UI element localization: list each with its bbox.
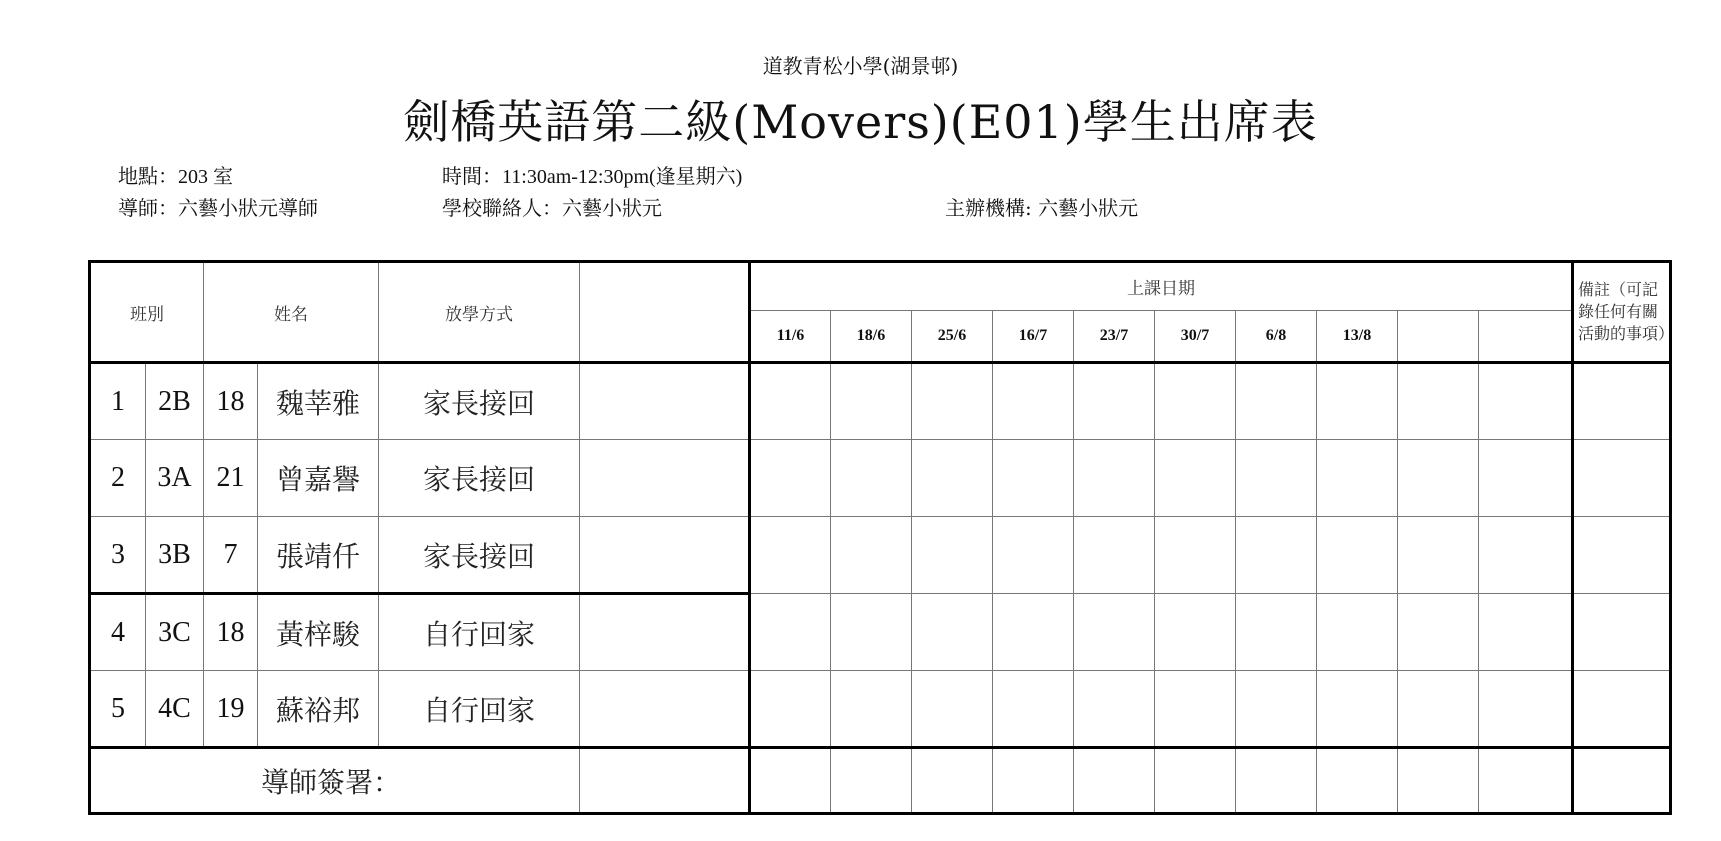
student-dismissal: 自行回家	[379, 671, 580, 748]
attendance-cell[interactable]	[831, 440, 912, 517]
attendance-cell[interactable]	[1155, 440, 1236, 517]
date-header: 18/6	[831, 311, 912, 363]
attendance-cell[interactable]	[1317, 363, 1398, 440]
attendance-cell[interactable]	[1236, 594, 1317, 671]
student-class-number: 19	[204, 671, 258, 748]
location-label: 地點：	[118, 164, 178, 188]
time-value: 11:30am-12:30pm(逢星期六)	[502, 166, 743, 188]
remarks-cell[interactable]	[1573, 594, 1671, 671]
attendance-cell[interactable]	[1155, 363, 1236, 440]
attendance-cell[interactable]	[1074, 671, 1155, 748]
signature-row	[90, 748, 1671, 814]
attendance-cell[interactable]	[1155, 517, 1236, 594]
attendance-cell[interactable]	[1155, 671, 1236, 748]
attendance-cell[interactable]	[1236, 517, 1317, 594]
row-number: 4	[90, 594, 146, 671]
attendance-cell[interactable]	[912, 440, 993, 517]
attendance-cell[interactable]	[912, 363, 993, 440]
signature-cell[interactable]	[1074, 748, 1155, 814]
attendance-cell[interactable]	[1479, 594, 1573, 671]
attendance-cell[interactable]	[1479, 440, 1573, 517]
attendance-cell[interactable]	[1398, 671, 1479, 748]
student-dismissal: 自行回家	[379, 594, 580, 671]
date-header: 6/8	[1236, 311, 1317, 363]
attendance-cell[interactable]	[1479, 671, 1573, 748]
blank-cell	[580, 671, 750, 748]
student-name: 蘇裕邦	[258, 671, 379, 748]
attendance-cell[interactable]	[1479, 363, 1573, 440]
student-class: 3A	[146, 440, 204, 517]
attendance-cell[interactable]	[750, 594, 831, 671]
attendance-cell[interactable]	[1398, 440, 1479, 517]
attendance-cell[interactable]	[1398, 517, 1479, 594]
remarks-header: 備註（可記錄任何有關活動的事項）	[1573, 262, 1671, 363]
blank-cell	[580, 440, 750, 517]
tutor-signature-label: 導師簽署：	[90, 748, 580, 814]
student-class: 3B	[146, 517, 204, 594]
blank-cell	[580, 363, 750, 440]
signature-cell[interactable]	[1479, 748, 1573, 814]
signature-cell[interactable]	[1398, 748, 1479, 814]
student-class: 2B	[146, 363, 204, 440]
attendance-cell[interactable]	[1317, 671, 1398, 748]
time-info	[442, 160, 742, 189]
date-header: 13/8	[1317, 311, 1398, 363]
attendance-cell[interactable]	[993, 594, 1074, 671]
date-header: 11/6	[750, 311, 831, 363]
student-class-number: 18	[204, 594, 258, 671]
organizer-label: 主辦機構:	[945, 196, 1039, 220]
row-number: 3	[90, 517, 146, 594]
date-header	[1398, 311, 1479, 363]
signature-cell[interactable]	[831, 748, 912, 814]
blank-cell	[580, 517, 750, 594]
student-name: 曾嘉譽	[258, 440, 379, 517]
attendance-cell[interactable]	[1155, 594, 1236, 671]
attendance-cell[interactable]	[1479, 517, 1573, 594]
time-label: 時間：	[442, 164, 502, 188]
remarks-cell[interactable]	[1573, 671, 1671, 748]
attendance-cell[interactable]	[1236, 363, 1317, 440]
dismissal-header: 放學方式	[379, 262, 580, 363]
student-class: 4C	[146, 671, 204, 748]
attendance-cell[interactable]	[750, 363, 831, 440]
table-row	[90, 363, 1671, 440]
table-row	[90, 517, 1671, 594]
student-class-number: 18	[204, 363, 258, 440]
attendance-cell[interactable]	[993, 671, 1074, 748]
row-number: 5	[90, 671, 146, 748]
student-class-number: 7	[204, 517, 258, 594]
attendance-cell[interactable]	[1317, 440, 1398, 517]
student-name: 黃梓駿	[258, 594, 379, 671]
date-header: 23/7	[1074, 311, 1155, 363]
attendance-cell[interactable]	[1317, 594, 1398, 671]
remarks-cell[interactable]	[1573, 517, 1671, 594]
attendance-cell[interactable]	[993, 440, 1074, 517]
attendance-cell[interactable]	[1074, 517, 1155, 594]
contact-value: 六藝小狀元	[562, 196, 662, 220]
page-title: 劍橋英語第二級(Movers)(E01)學生出席表	[403, 95, 1318, 149]
header-row	[90, 262, 1671, 311]
location-info	[118, 160, 233, 189]
attendance-cell[interactable]	[831, 517, 912, 594]
table-row	[90, 671, 1671, 748]
attendance-cell[interactable]	[912, 517, 993, 594]
student-class-number: 21	[204, 440, 258, 517]
signature-cell[interactable]	[1155, 748, 1236, 814]
class-header: 班別	[90, 262, 204, 363]
attendance-cell[interactable]	[1074, 363, 1155, 440]
attendance-cell[interactable]	[750, 440, 831, 517]
tutor-info	[118, 192, 318, 221]
attendance-cell[interactable]	[1398, 594, 1479, 671]
signature-cell[interactable]	[912, 748, 993, 814]
attendance-cell[interactable]	[912, 594, 993, 671]
blank-header	[580, 262, 750, 363]
blank-cell	[580, 594, 750, 671]
row-number: 1	[90, 363, 146, 440]
attendance-cell[interactable]	[912, 671, 993, 748]
table-row	[90, 594, 1671, 671]
attendance-cell[interactable]	[1398, 363, 1479, 440]
attendance-cell[interactable]	[750, 517, 831, 594]
table-row	[90, 440, 1671, 517]
school-name: 道教青松小學(湖景邨)	[762, 54, 959, 78]
attendance-cell[interactable]	[993, 517, 1074, 594]
attendance-table	[88, 260, 1675, 815]
remarks-cell[interactable]	[1573, 363, 1671, 440]
student-dismissal: 家長接回	[379, 517, 580, 594]
attendance-cell[interactable]	[1236, 671, 1317, 748]
dates-group-header: 上課日期	[750, 262, 1573, 311]
student-name: 魏莘雅	[258, 363, 379, 440]
contact-label: 學校聯絡人：	[442, 196, 562, 220]
attendance-cell[interactable]	[993, 363, 1074, 440]
signature-cell[interactable]	[750, 748, 831, 814]
date-header: 16/7	[993, 311, 1074, 363]
organizer-value: 六藝小狀元	[1038, 196, 1139, 220]
date-header	[1479, 311, 1573, 363]
attendance-cell[interactable]	[831, 594, 912, 671]
student-dismissal: 家長接回	[379, 440, 580, 517]
name-header: 姓名	[204, 262, 379, 363]
signature-cell[interactable]	[993, 748, 1074, 814]
location-value: 203 室	[178, 166, 233, 188]
attendance-cell[interactable]	[831, 671, 912, 748]
date-header: 30/7	[1155, 311, 1236, 363]
signature-blank[interactable]	[580, 748, 750, 814]
row-number: 2	[90, 440, 146, 517]
signature-cell[interactable]	[1236, 748, 1317, 814]
signature-cell[interactable]	[1317, 748, 1398, 814]
student-dismissal: 家長接回	[379, 363, 580, 440]
date-header: 25/6	[912, 311, 993, 363]
attendance-cell[interactable]	[750, 671, 831, 748]
remarks-cell[interactable]	[1573, 440, 1671, 517]
attendance-cell[interactable]	[1074, 440, 1155, 517]
student-name: 張靖仟	[258, 517, 379, 594]
attendance-cell[interactable]	[1317, 517, 1398, 594]
attendance-cell[interactable]	[1236, 440, 1317, 517]
contact-info	[442, 192, 662, 221]
signature-remarks-cell[interactable]	[1573, 748, 1671, 814]
attendance-cell[interactable]	[831, 363, 912, 440]
student-class: 3C	[146, 594, 204, 671]
tutor-value: 六藝小狀元導師	[178, 196, 318, 220]
tutor-label: 導師：	[118, 196, 178, 220]
organizer-info	[945, 192, 1138, 221]
attendance-cell[interactable]	[1074, 594, 1155, 671]
